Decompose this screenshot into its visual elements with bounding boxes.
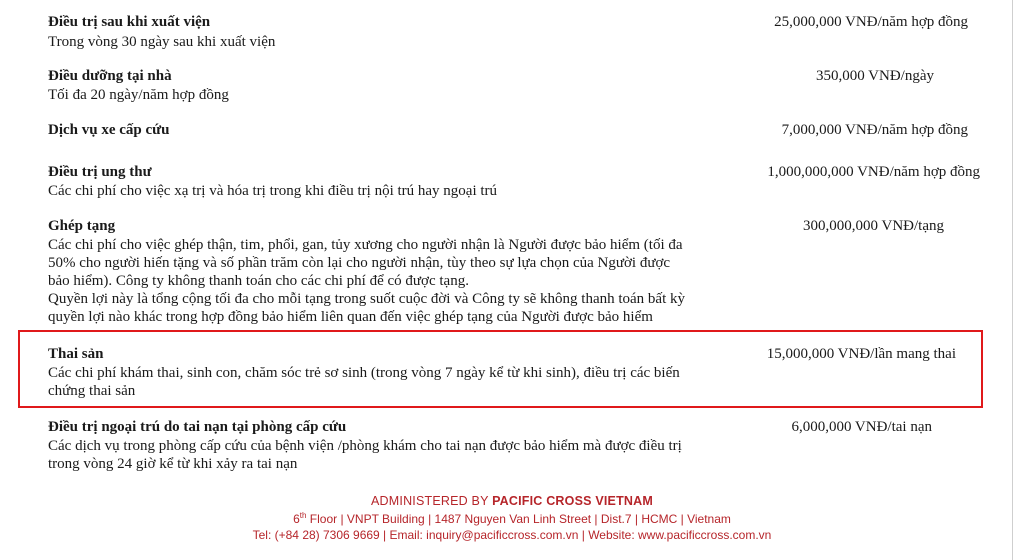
company-name: PACIFIC CROSS VIETNAM bbox=[492, 494, 653, 508]
benefit-title: Dịch vụ xe cấp cứu bbox=[48, 122, 170, 138]
benefit-value: 7,000,000 VNĐ/năm hợp đồng bbox=[781, 122, 968, 138]
floor-number: 6 bbox=[293, 512, 300, 526]
description-line: bảo hiểm). Công ty không thanh toán cho các chi phí để có được tạng. bbox=[48, 273, 469, 289]
description-line: Trong vòng 30 ngày sau khi xuất viện bbox=[48, 34, 276, 50]
address-text: Floor | VNPT Building | 1487 Nguyen Van Linh Street | Dist.7 | HCMC | Vietnam bbox=[306, 512, 731, 526]
benefit-value: 15,000,000 VNĐ/lần mang thai bbox=[766, 346, 956, 362]
description-line: Tối đa 20 ngày/năm hợp đồng bbox=[48, 87, 229, 103]
benefit-description bbox=[48, 236, 708, 326]
footer-contact: Tel: (+84 28) 7306 9669 | Email: inquiry@pacificcross.com.vn | Website: www.pacificcross.com.vn bbox=[252, 528, 772, 542]
benefit-value: 6,000,000 VNĐ/tai nạn bbox=[791, 419, 932, 435]
description-line: 50% cho người hiến tặng và số phần trăm còn lại cho người nhận, tùy theo sự lựa chọn của Người được bbox=[48, 255, 671, 271]
description-line: Quyền lợi này là tổng cộng tối đa cho mỗi tạng trong suốt cuộc đời và Công ty sẽ không thanh toán bất kỳ bbox=[48, 291, 686, 307]
benefit-value: 1,000,000,000 VNĐ/năm hợp đồng bbox=[767, 164, 980, 180]
administered-prefix: ADMINISTERED BY bbox=[371, 494, 493, 508]
description-line: trong vòng 24 giờ kể từ khi xảy ra tai nạn bbox=[48, 456, 298, 472]
benefit-description bbox=[48, 33, 708, 51]
description-line: Các chi phí cho việc ghép thận, tim, phổi, gan, tủy xương cho người nhận là Người được bảo hiểm (tối đa bbox=[48, 237, 683, 253]
footer-address bbox=[0, 512, 1024, 526]
description-line: quyền lợi nào khác trong hợp đồng bảo hiểm liên quan đến việc ghép tạng của Người được bảo hiểm bbox=[48, 309, 653, 325]
benefit-description bbox=[48, 364, 708, 400]
benefit-description bbox=[48, 86, 708, 104]
benefit-description bbox=[48, 182, 708, 200]
benefit-title: Thai sản bbox=[48, 346, 104, 362]
description-line: chứng thai sản bbox=[48, 383, 136, 399]
description-line: Các chi phí cho việc xạ trị và hóa trị trong khi điều trị nội trú hay ngoại trú bbox=[48, 183, 498, 199]
benefit-title: Điều trị ngoại trú do tai nạn tại phòng cấp cứu bbox=[48, 419, 347, 435]
benefit-title: Ghép tạng bbox=[48, 218, 116, 234]
benefit-value: 350,000 VNĐ/ngày bbox=[815, 68, 934, 84]
benefit-value: 300,000,000 VNĐ/tạng bbox=[803, 218, 944, 234]
benefit-title: Điều trị sau khi xuất viện bbox=[48, 14, 211, 30]
description-line: Các dịch vụ trong phòng cấp cứu của bệnh viện /phòng khám cho tai nạn được bảo hiểm mà được điều trị bbox=[48, 438, 682, 454]
description-line: Các chi phí khám thai, sinh con, chăm sóc trẻ sơ sinh (trong vòng 7 ngày kể từ khi sinh), điều trị các biến bbox=[48, 365, 680, 381]
benefit-title: Điều trị ung thư bbox=[48, 164, 152, 180]
benefit-description bbox=[48, 437, 708, 473]
floor-suffix: th bbox=[299, 511, 307, 520]
footer-administered-by bbox=[0, 494, 1024, 508]
benefit-value: 25,000,000 VNĐ/năm hợp đồng bbox=[774, 14, 968, 30]
benefit-title: Điều dưỡng tại nhà bbox=[48, 68, 172, 84]
